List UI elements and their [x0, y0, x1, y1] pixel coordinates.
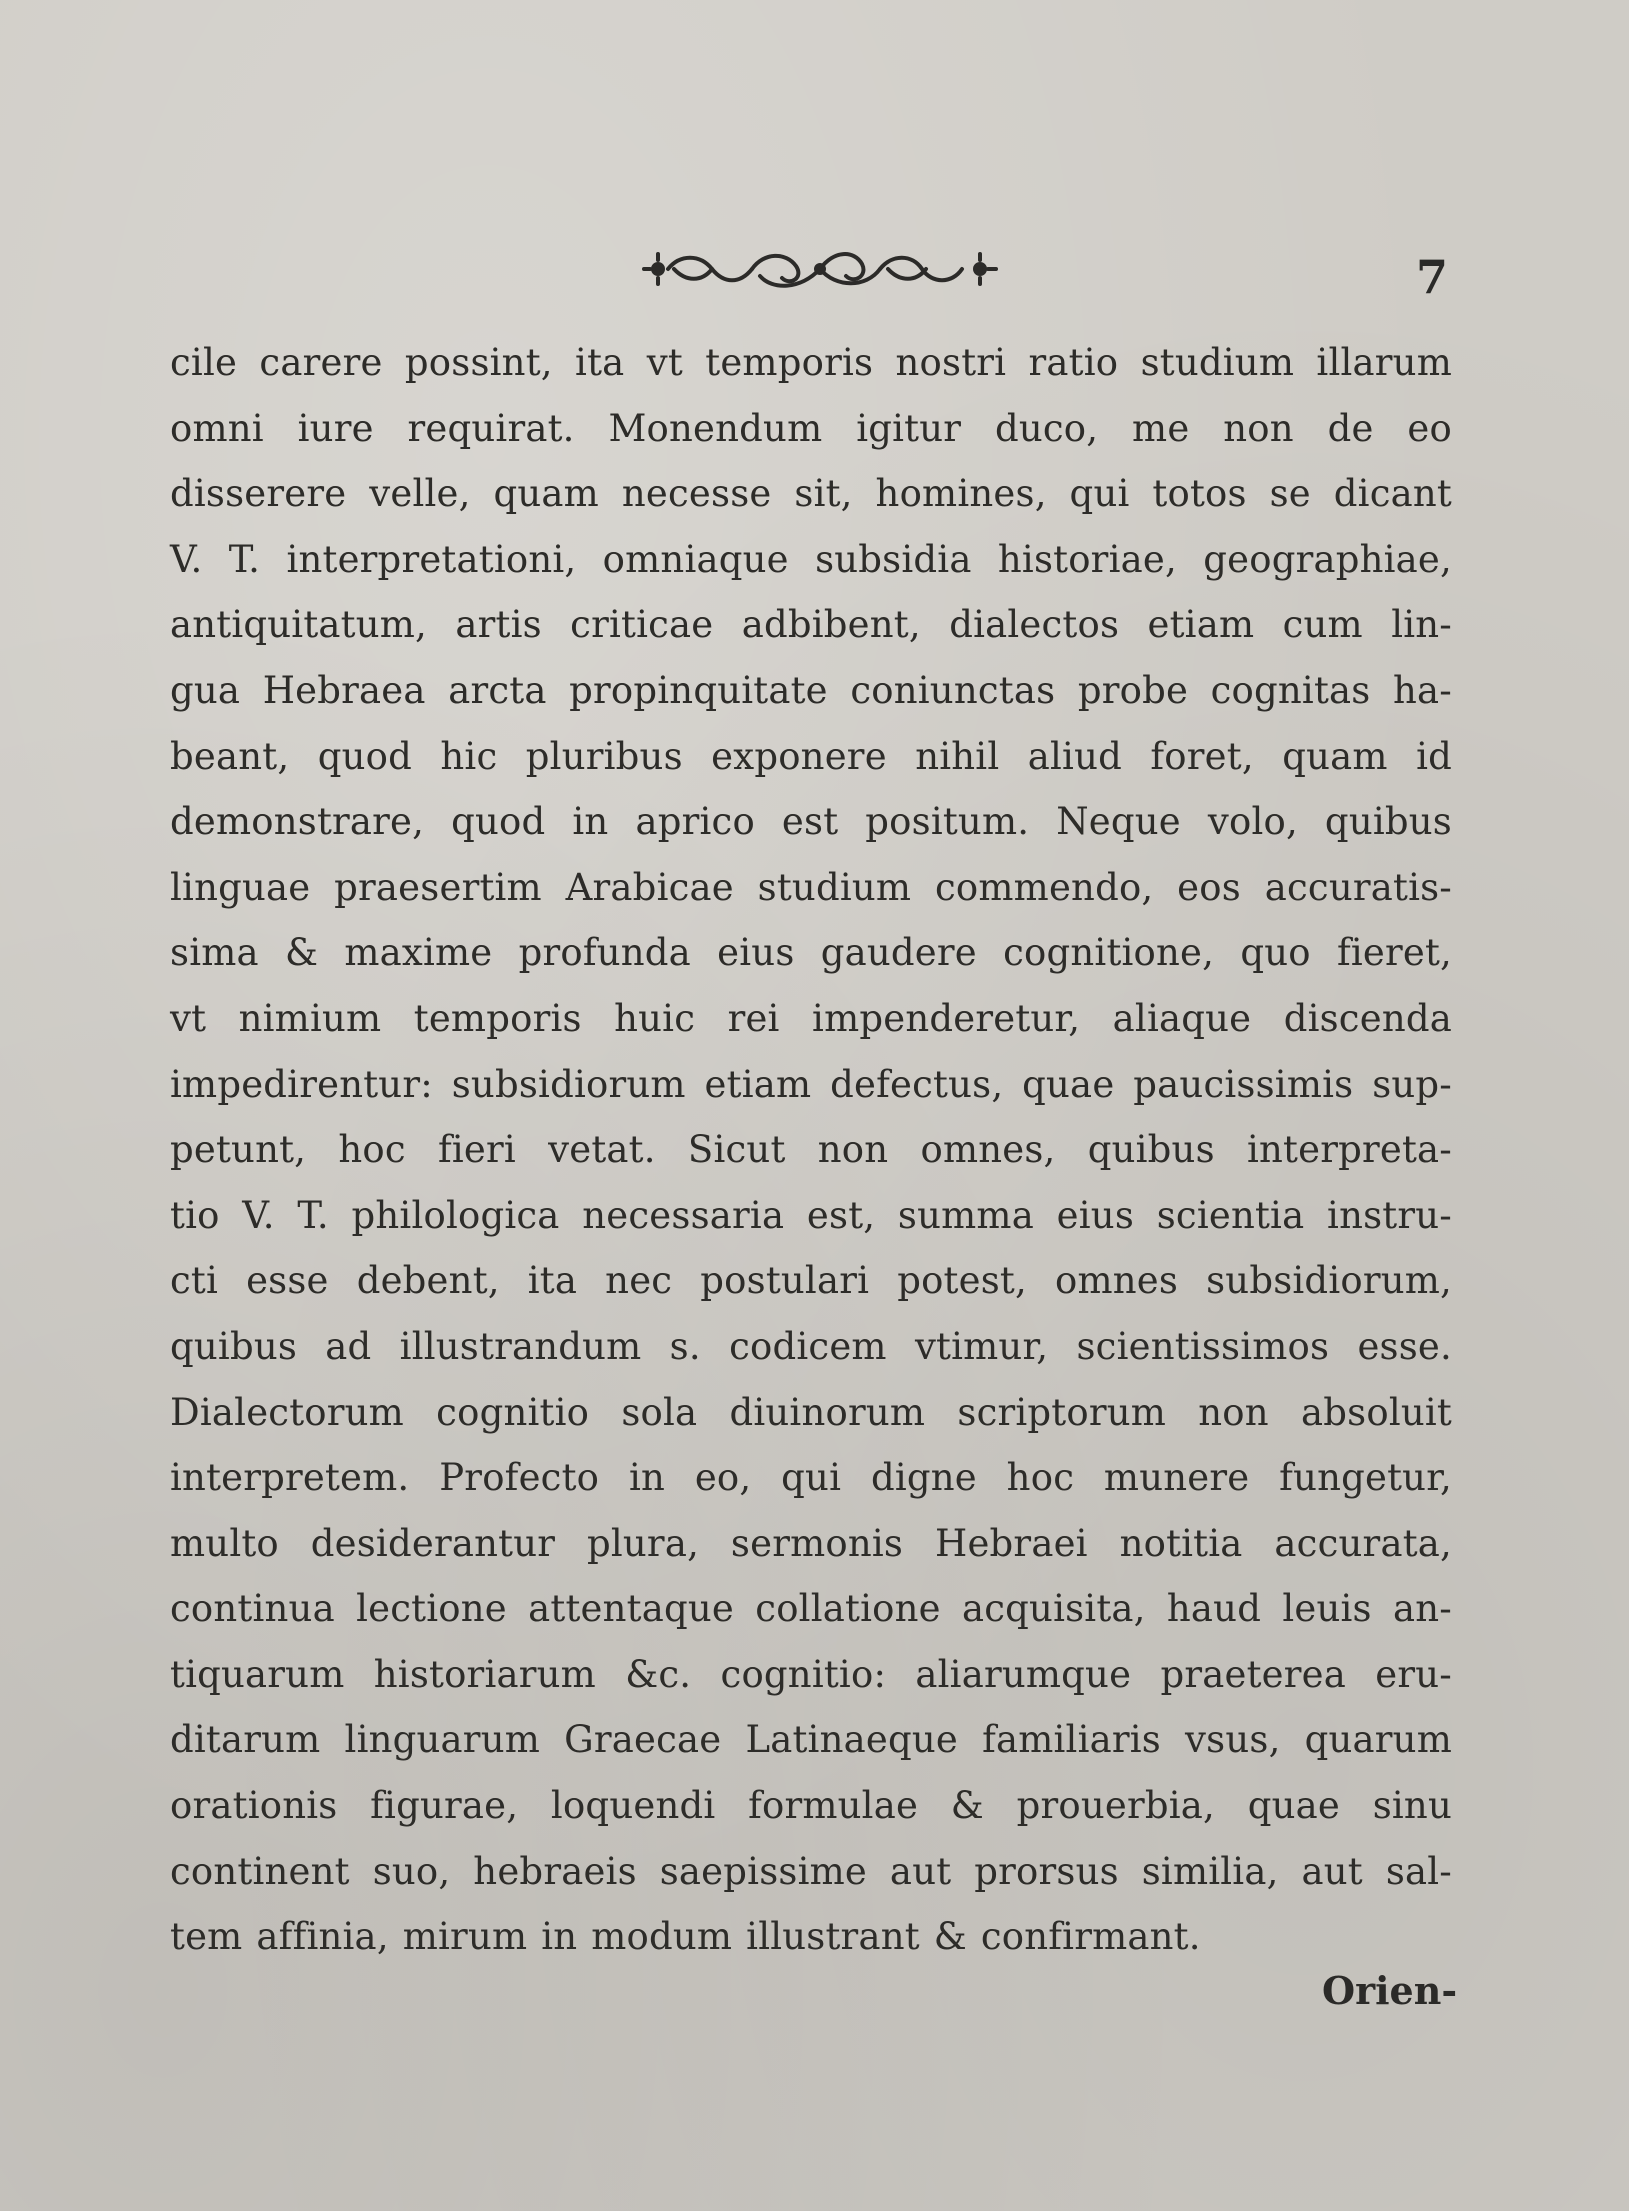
text-line: quibus ad illustrandum s. codicem vtimur, scientissimos esse. — [170, 1324, 1452, 1368]
text-line: cile carere possint, ita vt temporis nostri ratio studium illarum — [170, 341, 1452, 384]
text-line: gua Hebraea arcta propinquitate coniunctas probe cognitas ha- — [170, 668, 1452, 712]
text-line: vt nimium temporis huic rei impenderetur, aliaque discenda — [170, 996, 1452, 1040]
text-line: ditarum linguarum Graecae Latinaeque familiaris vsus, quarum — [170, 1718, 1452, 1762]
page-number: 7 — [1416, 250, 1449, 304]
text-line: tio V. T. philologica necessaria est, summa eius scientia instru- — [170, 1193, 1452, 1237]
body-text — [170, 330, 1452, 1970]
text-line: linguae praesertim Arabicae studium commendo, eos accuratis- — [170, 865, 1452, 909]
text-line: continua lectione attentaque collatione acquisita, haud leuis an- — [170, 1587, 1452, 1631]
ornament-icon — [640, 238, 1000, 300]
text-line: multo desiderantur plura, sermonis Hebraei notitia accurata, — [170, 1521, 1452, 1565]
text-line: petunt, hoc fieri vetat. Sicut non omnes, quibus interpreta- — [170, 1128, 1452, 1172]
catchword: Orien- — [1322, 1968, 1458, 2013]
text-line: orationis figurae, loquendi formulae & prouerbia, quae sinu — [170, 1784, 1452, 1828]
text-line: disserere velle, quam necesse sit, homines, qui totos se dicant — [170, 472, 1452, 516]
text-line: beant, quod hic pluribus exponere nihil aliud foret, quam id — [170, 734, 1452, 778]
text-line: interpretem. Profecto in eo, qui digne hoc munere fungetur, — [170, 1456, 1452, 1500]
text-line: tem affinia, mirum in modum illustrant & confirmant. — [170, 1915, 1201, 1959]
text-line: demonstrare, quod in aprico est positum. Neque volo, quibus — [170, 800, 1452, 844]
text-line: continent suo, hebraeis saepissime aut prorsus similia, aut sal- — [170, 1849, 1452, 1893]
text-line: tiquarum historiarum &c. cognitio: aliarumque praeterea eru- — [170, 1652, 1452, 1696]
text-line: omni iure requirat. Monendum igitur duco, me non de eo — [170, 406, 1452, 450]
text-line: sima & maxime profunda eius gaudere cognitione, quo fieret, — [170, 931, 1452, 975]
text-line: cti esse debent, ita nec postulari potest, omnes subsidiorum, — [170, 1259, 1452, 1303]
text-line: impedirentur: subsidiorum etiam defectus, quae paucissimis sup- — [170, 1062, 1452, 1106]
text-line: Dialectorum cognitio sola diuinorum scriptorum non absoluit — [170, 1390, 1452, 1434]
text-line: antiquitatum, artis criticae adbibent, dialectos etiam cum lin- — [170, 603, 1452, 647]
text-line: V. T. interpretationi, omniaque subsidia historiae, geographiae, — [170, 537, 1452, 581]
